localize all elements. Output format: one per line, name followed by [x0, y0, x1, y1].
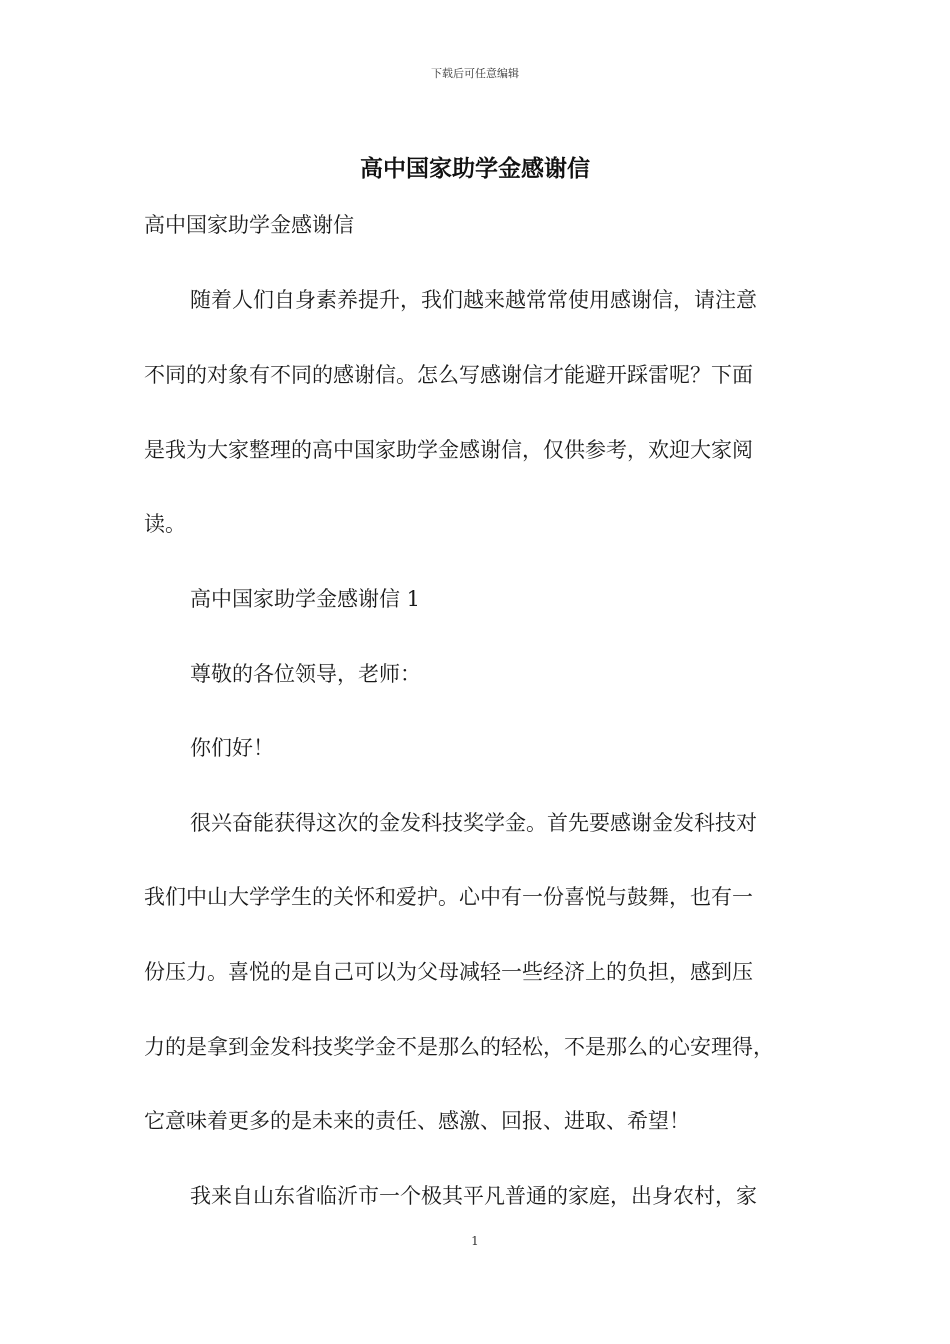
paragraph-line: 随着人们自身素养提升，我们越来越常常使用感谢信，请注意 — [190, 288, 757, 312]
page-number: 1 — [471, 1234, 479, 1248]
document-title: 高中国家助学金感谢信 — [360, 155, 590, 182]
header-note: 下载后可任意编辑 — [431, 67, 519, 80]
paragraph-line: 是我为大家整理的高中国家助学金感谢信，仅供参考，欢迎大家阅 — [144, 438, 753, 462]
paragraph-line: 份压力。喜悦的是自己可以为父母减轻一些经济上的负担，感到压 — [144, 960, 753, 984]
paragraph-line: 读。 — [144, 512, 186, 536]
paragraph-line: 我们中山大学学生的关怀和爱护。心中有一份喜悦与鼓舞，也有一 — [144, 885, 753, 909]
subtitle-line: 高中国家助学金感谢信 — [144, 213, 354, 237]
greeting-line: 你们好！ — [190, 736, 274, 760]
paragraph-line: 我来自山东省临沂市一个极其平凡普通的家庭，出身农村，家 — [190, 1184, 757, 1208]
paragraph-line: 很兴奋能获得这次的金发科技奖学金。首先要感谢金发科技对 — [190, 811, 757, 835]
section-heading: 高中国家助学金感谢信 1 — [190, 587, 421, 611]
paragraph-line: 它意味着更多的是未来的责任、感激、回报、进取、希望！ — [144, 1109, 690, 1133]
salutation-line: 尊敬的各位领导，老师： — [190, 662, 421, 686]
paragraph-line: 力的是拿到金发科技奖学金不是那么的轻松，不是那么的心安理得， — [144, 1035, 774, 1059]
paragraph-line: 不同的对象有不同的感谢信。怎么写感谢信才能避开踩雷呢？下面 — [144, 363, 753, 387]
